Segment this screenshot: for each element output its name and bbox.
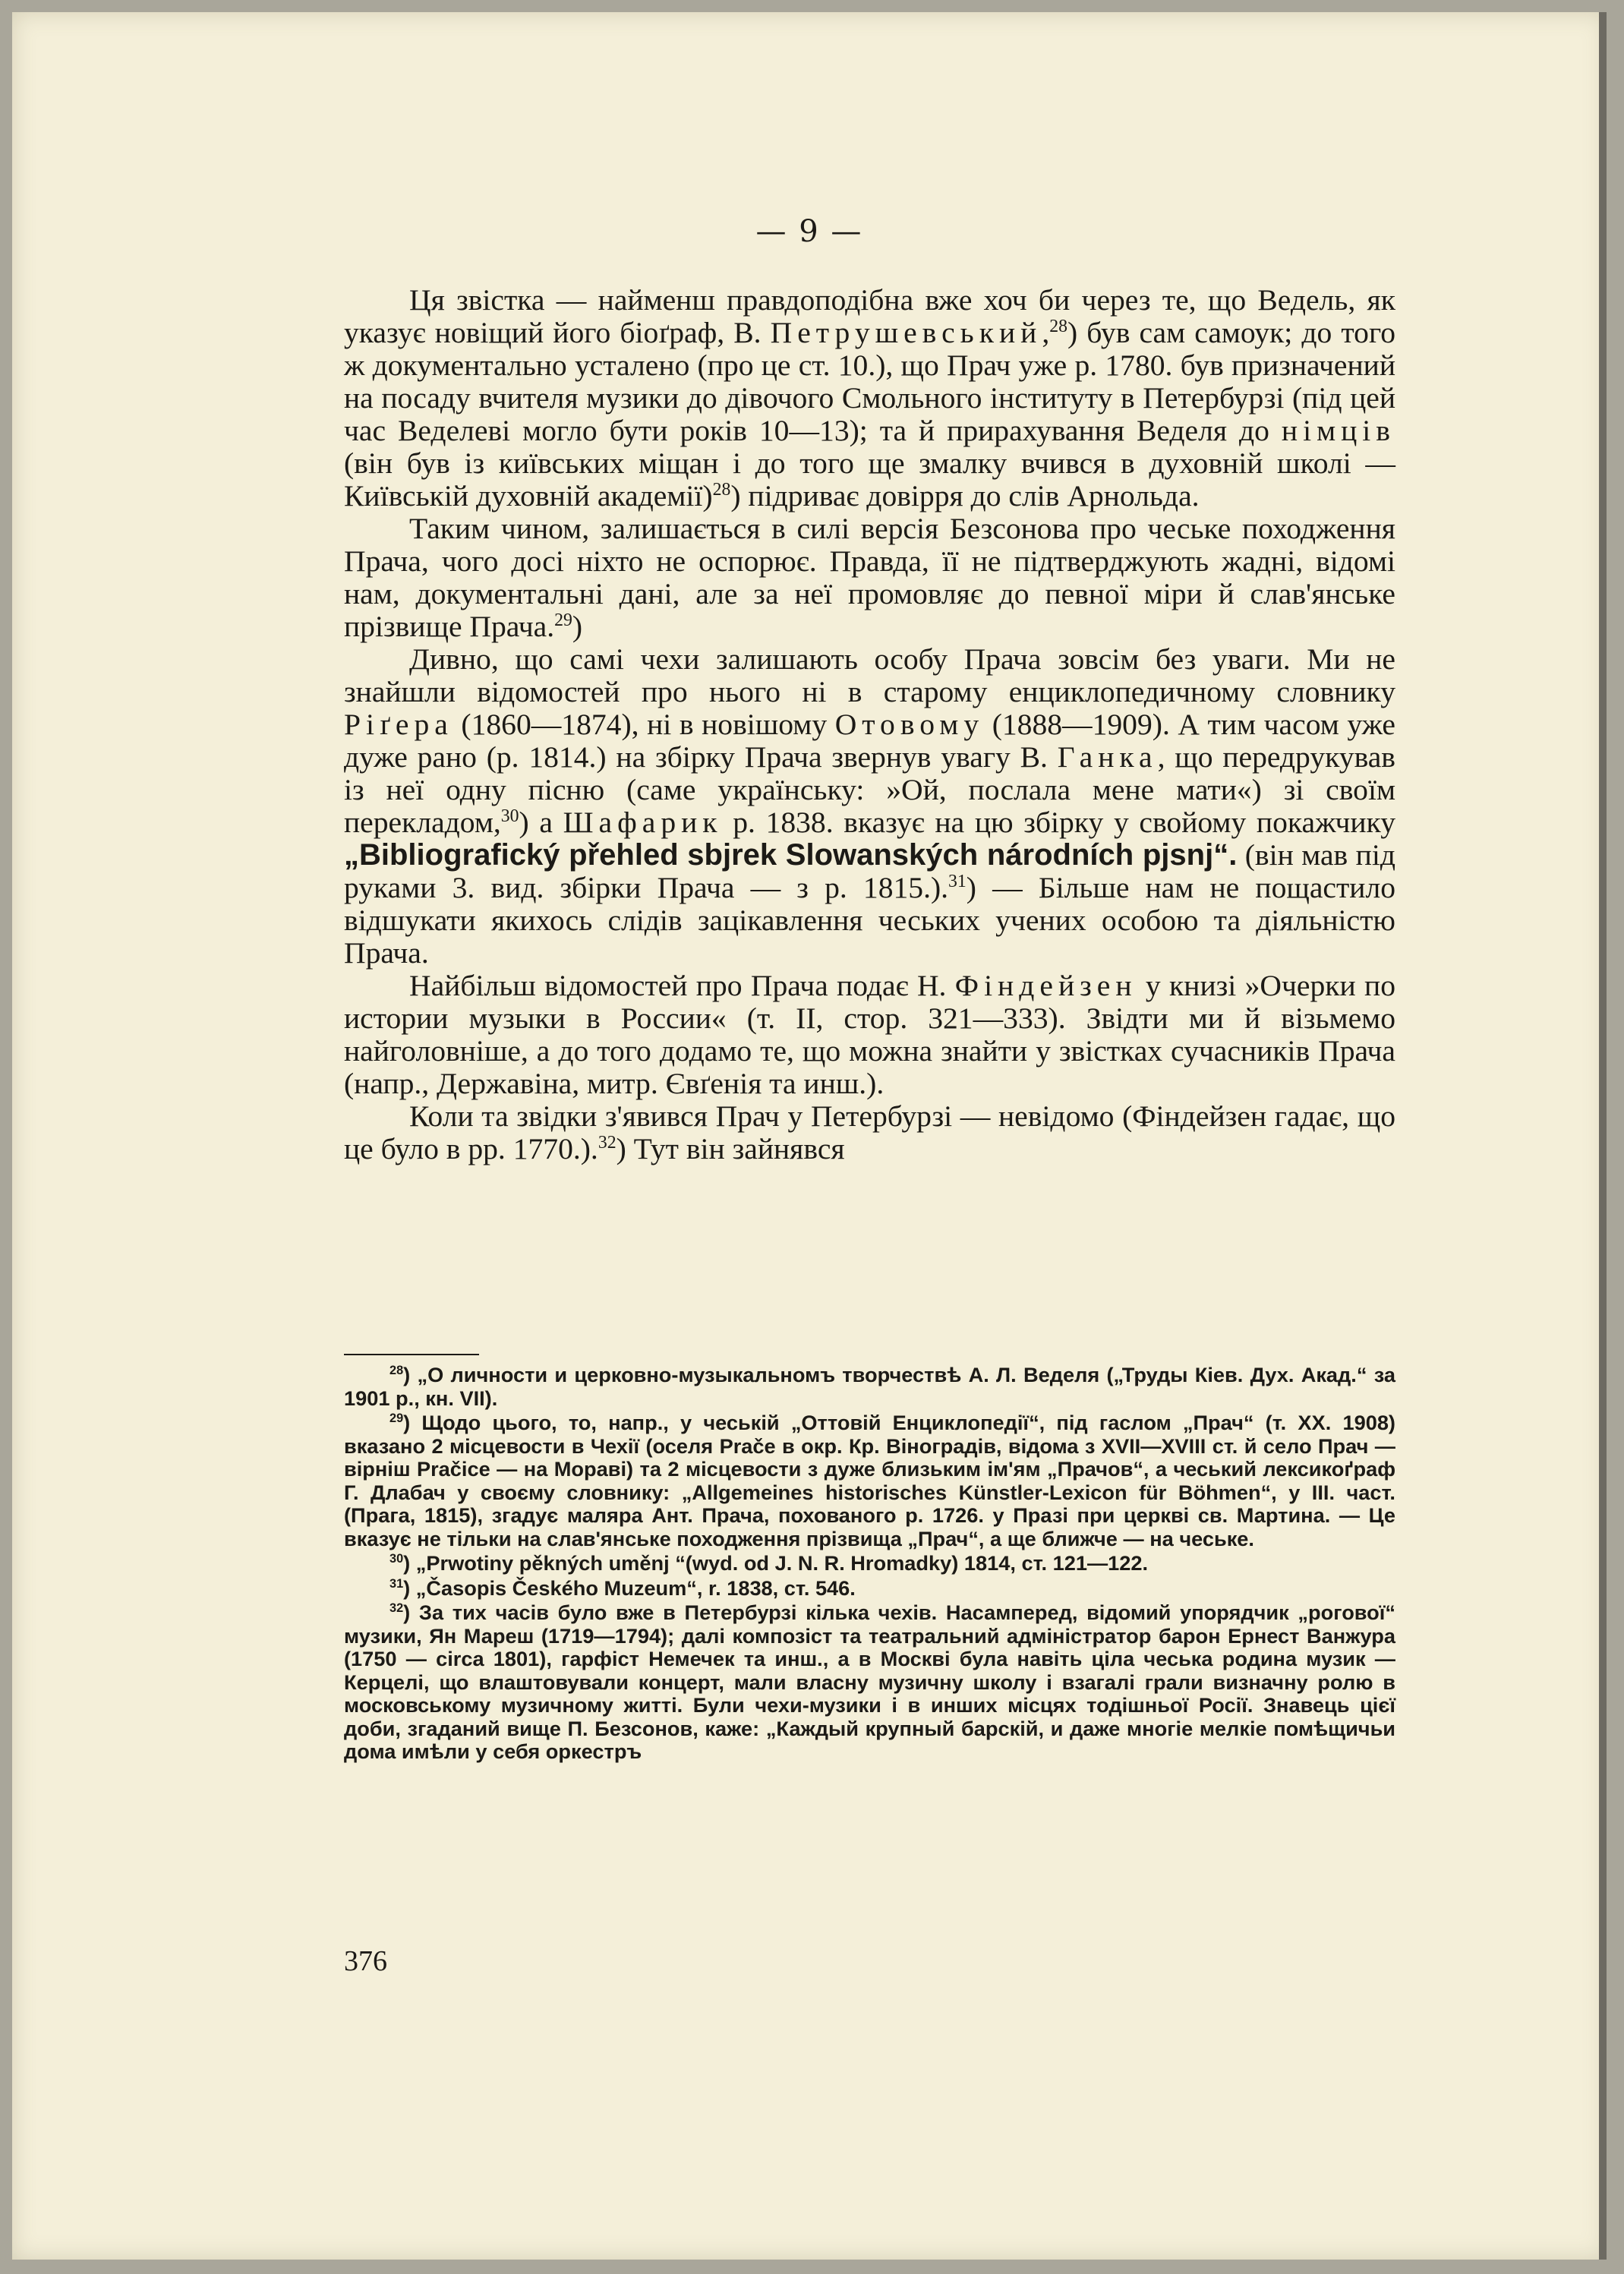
paragraph-5: Коли та звідки з'явився Прач у Петербурзі — невідомо (Фіндейзен гадає, що це було в рр. 1770.).$^{32}$) Тут він зайнявся [344,1099,1395,1165]
footnote-30: $^{30}$) „Prwotiny pěkných uměnj “(wyd. od J. N. R. Hromadky) 1814, ст. 121—122. [389,1551,1149,1575]
footnote-ref: 29 [554,610,572,630]
footnote-28: $^{28}$) „О личности и церковно-музыкальномъ творчествѣ А. Л. Веделя („Труды Кіев. Дух. Акад.“ за 1901 р., кн. VII). [344,1363,1396,1410]
footnote-29: $^{29}$) Щодо цього, то, напр., у чеській „Оттовій Енциклопедії“, під гаслом „Прач“ (т. XX. 1908) вказано 2 місцевости в Чехії (оселя Prače в окр. Кр. Віноградів, відома з XVII—XVIII ст. й село Прач — вірніш Pračice — на Мораві) та 2 місцевости з дуже близьким ім'ям „Прачов“, а чеський лексикоґраф Г. Длабач у своєму словнику: „Allgemeines historisches Künstler-Lexicon für Böhmen“, у III. част. (Прага, 1815), згадує маляра Ант. Прача, похованого р. 1726. у Празі при церкві св. Мартина. — Це вказує не тільки на слав'янське походження прізвища „Прач“, а ще ближче — на чеське. [344,1411,1395,1550]
footnote-ref: 32 [598,1132,616,1153]
footnote-ref: 28 [712,479,731,500]
spaced-word: німців [1281,414,1395,447]
footnote-ref: 30 [500,806,519,826]
page-edge-shadow [1599,12,1607,2260]
paragraph-1: Ця звістка — найменш правдоподібна вже хоч би через те, що Ведель, як указує новіщий його біоґраф, В. Петрушевський,$^{28}$) був сам самоук; до того ж документально усталено (про це ст. 10.), що Прач уже р. 1780. був призначений на посаду вчителя музики до дівочого Смольного інституту в Петербурзі (під цей час Веделеві могло бути років 10—13); та й прирахування Веделя до німців (він був із київських міщан і до того ще змалку вчився в духовній школі — Київській духовній академії)$^{28}$) підриває довірря до слів Арнольда. [344,283,1395,513]
footnote-rule [344,1354,479,1355]
footnote-ref: 31 [948,871,967,891]
main-text [344,284,1395,1165]
running-header: — 9 — [755,214,863,249]
footnote-ref: 28 [1049,316,1067,336]
footnote-32: $^{32}$) За тих часів було вже в Петербурзі кілька чехів. Насамперед, відомий упорядчик „рогової“ музики, Ян Мареш (1719—1794); далі композіст та театральний адміністратор барон Ернест Ванжура (1750 — circa 1801), гарфіст Немечек та инш., а в Москві була навіть ціла чеська родина музик — Керцелі, що влаштовували концерт, мали власну музичну школу і взагалі грали визначну ролю в московському музичному житті. Були чехи-музики і в инших місцях тодішньої Росії. Знавець цієї доби, згаданий вище П. Безсонов, каже: „Каждый крупный барскій, и даже многіе мелкіе помѣщичьи дома имѣли у себя оркестръ [344,1601,1396,1763]
paragraph-3: Дивно, що самі чехи залишають особу Прача зовсім без уваги. Ми не знайшли відомостей про нього ні в старому енциклопедичному словнику Ріґера (1860—1874), ні в новішому Отовому (1888—1909). А тим часом уже дуже рано (р. 1814.) на збірку Прача звернув увагу В. Ганка, що передрукував із неї одну пісню (саме українську: »Ой, послала мене мати«) зі своїм перекладом,$^{30}$) а Шафарик р. 1838. вказує на цю збірку у свойому покажчику „Bibliografický přehled sbjrek Slowanských národních pjsnj“. (він мав під руками 3. вид. збірки Прача — з р. 1815.).$^{31}$) — Більше нам не пощастило відшукати якихось слідів зацікавлення чеських учених особою та діяльністю Прача. [344,642,1395,970]
footnotes [344,1364,1395,1765]
spaced-name: Петрушевський [770,316,1042,349]
latin-title: „Bibliografický přehled sbjrek Slowanských národních pjsnj“. [344,838,1238,872]
paragraph-4: Найбільш відомостей про Прача подає Н. Фіндейзен у книзі »Очерки по истории музыки в России« (т. II, стор. 321—333). Звідти ми й візьмемо найголовніше, а до того додамо те, що можна знайти у звістках сучасників Прача (напр., Державіна, митр. Євґенія та инш.). [344,969,1395,1100]
paragraph-2: Таким чином, залишається в силі версія Безсонова про чеське походження Прача, чого досі ніхто не оспорює. Правда, її не підтверджують жадні, відомі нам, документальні дані, але за неї промовляє до певної міри й слав'янське прізвище Прача.$^{29}$) [344,512,1395,643]
book-page [12,12,1607,2260]
page-number: 376 [344,1945,387,1977]
footnote-31: $^{31}$) „Časopis Českého Muzeum“, r. 1838, ст. 546. [389,1575,856,1600]
